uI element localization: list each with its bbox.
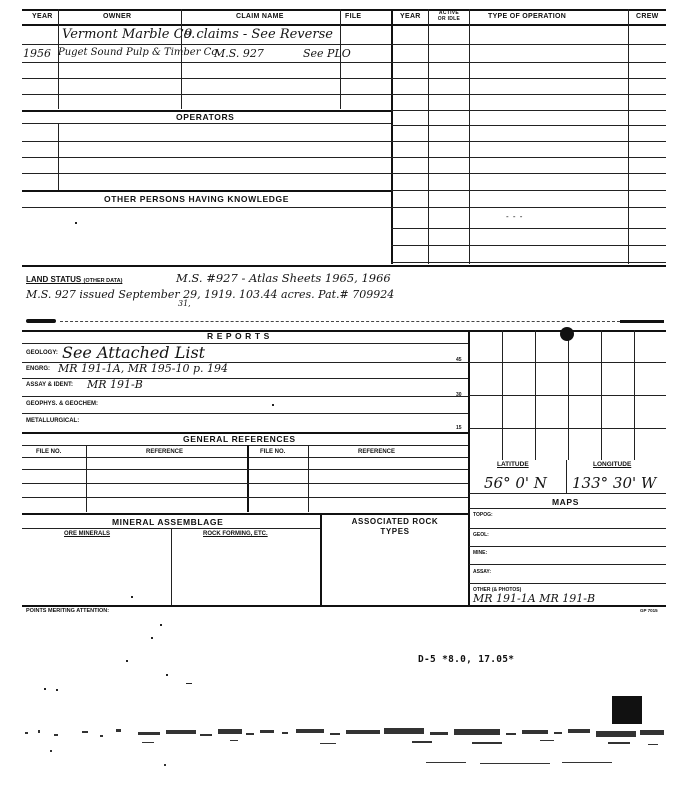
ops-row-line [391,157,666,158]
ops-row-line [391,44,666,45]
land-status-dashed-line [60,321,620,322]
latitude-label: LATITUDE [497,461,529,468]
owner-col-divider [58,25,59,109]
land-status-top-border [22,265,666,267]
engrg-value: MR 191-1A, MR 195-10 p. 194 [58,362,228,375]
mineral-top-border [22,513,468,515]
ref-reference-header: REFERENCE [146,449,184,455]
ink-speck [56,689,58,691]
row-line [22,173,391,174]
active-type-divider [469,9,470,264]
header-owner: OWNER [103,13,132,20]
active-label: ACTIVE [438,10,460,16]
maps-top-border [469,493,666,494]
geology-label: GEOLOGY: [26,350,58,356]
ref-col-divider [247,445,249,512]
row-line [22,62,391,63]
row-line [22,94,391,95]
margin-number: 15 [456,425,462,431]
file-entry-2: See PLO [303,47,351,60]
year-entry-2: 1956 [23,47,51,60]
ops-row-line [391,125,666,126]
geol-label: GEOL: [473,532,489,538]
ref-file-no-header: FILE NO. [36,449,62,455]
margin-number: 45 [456,357,462,363]
associated-rock-types-heading: ASSOCIATED ROCK TYPES [351,517,439,536]
other-persons-heading: OTHER PERSONS HAVING KNOWLEDGE [104,194,290,204]
or-idle-label: OR IDLE [437,16,461,22]
ops-dash-note: - - - [506,212,524,221]
assay-map-label: ASSAY: [473,569,492,575]
form-code: GP 7015 [640,608,658,613]
engrg-label: ENGRG: [26,366,50,372]
ore-minerals-header: ORE MINERALS [64,531,111,537]
assay-label: ASSAY & IDENT: [26,382,74,388]
left-right-divider [391,9,393,264]
lat-long-divider [566,460,567,494]
mineral-assemblage-heading: MINERAL ASSEMBLAGE [112,517,224,527]
row-line [22,497,468,498]
ink-speck [126,660,128,662]
file-col-divider [340,25,341,109]
type-crew-divider [628,9,629,264]
map-marker-icon [560,327,574,341]
ref-file-no-header-2: FILE NO. [260,449,286,455]
header-year-2: YEAR [400,13,421,20]
mine-label: MINE: [473,550,488,556]
other-photos-value: MR 191-1A MR 191-B [473,592,596,605]
ink-speck [44,688,46,690]
row-line [469,583,666,584]
other-persons-header-bottom [22,207,391,208]
ink-speck [166,674,168,676]
latitude-value: 56° 0' N [484,474,547,492]
claim-entry-1: 9 claims - See Reverse [184,27,333,42]
land-status-sup: 31, [178,299,191,308]
ops-row-line [391,173,666,174]
ops-row-line [391,62,666,63]
header-file: FILE [345,13,362,20]
metallurgical-label: METALLURGICAL: [26,418,80,424]
ops-row-line [391,78,666,79]
rock-forming-header: ROCK FORMING, ETC. [203,531,268,537]
row-line [469,546,666,547]
ink-speck [151,637,153,639]
ink-mark [26,319,56,323]
other-photos-label: OTHER (& PHOTOS) [473,587,522,593]
ink-speck [186,683,192,684]
ops-row-line [391,245,666,246]
geophys-label: GEOPHYS. & GEOCHEM: [26,401,99,407]
header-divider [340,9,341,25]
references-header-bottom [22,457,468,458]
row-line [22,157,391,158]
owner-entry-2: Puget Sound Pulp & Timber Co. [58,47,221,58]
land-status-label [26,275,122,284]
ref-col-divider [86,445,87,512]
topog-label: TOPOG: [473,512,493,518]
header-active-or-idle [434,10,464,22]
row-line [22,396,468,397]
header-bottom-border [22,24,666,26]
bottom-border [22,605,666,607]
land-status-line-1: M.S. #927 - Atlas Sheets 1965, 1966 [176,271,391,285]
owner-entry-1: Vermont Marble Co. [62,27,196,42]
references-header-line [22,445,468,446]
maps-header-bottom [469,508,666,509]
assay-value: MR 191-B [87,378,143,391]
ink-speck [75,222,77,224]
header-divider [181,9,182,25]
scan-noise-strip [20,720,666,770]
row-line [22,413,468,414]
points-meriting-attention-label: POINTS MERITING ATTENTION: [26,608,110,614]
stamp-code: D-5 *8.0, 17.05* [418,654,515,665]
ink-speck [131,596,133,598]
header-divider [58,9,59,25]
row-line [469,528,666,529]
ore-rock-divider [171,528,172,605]
header-year: YEAR [32,13,53,20]
mineral-associated-divider [320,513,322,605]
ink-speck [272,404,274,406]
margin-number: 30 [456,392,462,398]
longitude-value: 133° 30' W [572,474,657,492]
ink-speck [160,624,162,626]
geology-value: See Attached List [62,343,206,362]
claim-entry-2: M.S. 927 [214,47,264,60]
ops-row-line [391,190,666,191]
header-type-of-operation: TYPE OF OPERATION [488,13,567,20]
top-border [22,9,666,11]
ref-col-divider [308,445,309,512]
ops-row-line [391,141,666,142]
other-persons-top-border [22,190,391,192]
references-heading: GENERAL REFERENCES [183,434,296,444]
row-line [22,78,391,79]
ref-reference-header-2: REFERENCE [358,449,396,455]
header-crew: CREW [636,13,659,20]
header-claim-name: CLAIM NAME [236,13,284,20]
ink-mark [620,320,664,323]
row-line [22,44,391,45]
ops-row-line [391,110,666,111]
ops-row-line [391,228,666,229]
longitude-label: LONGITUDE [593,461,632,468]
row-line [22,469,468,470]
operators-header-bottom [22,123,391,124]
land-status-subtitle: (OTHER DATA) [83,278,123,284]
row-line [469,564,666,565]
ops-row-line [391,262,666,263]
row-line [22,141,391,142]
land-status-title: LAND STATUS [26,275,82,284]
year-active-divider [428,9,429,264]
ops-row-line [391,207,666,208]
operators-heading: OPERATORS [176,112,235,122]
map-grid [469,330,666,460]
row-line [22,483,468,484]
land-status-line-2: M.S. 927 issued September 29, 1919. 103.44 acres. Pat.# 709924 [26,288,395,301]
ops-row-line [391,94,666,95]
maps-heading: MAPS [552,497,579,507]
reports-heading: R E P O R T S [207,331,270,341]
